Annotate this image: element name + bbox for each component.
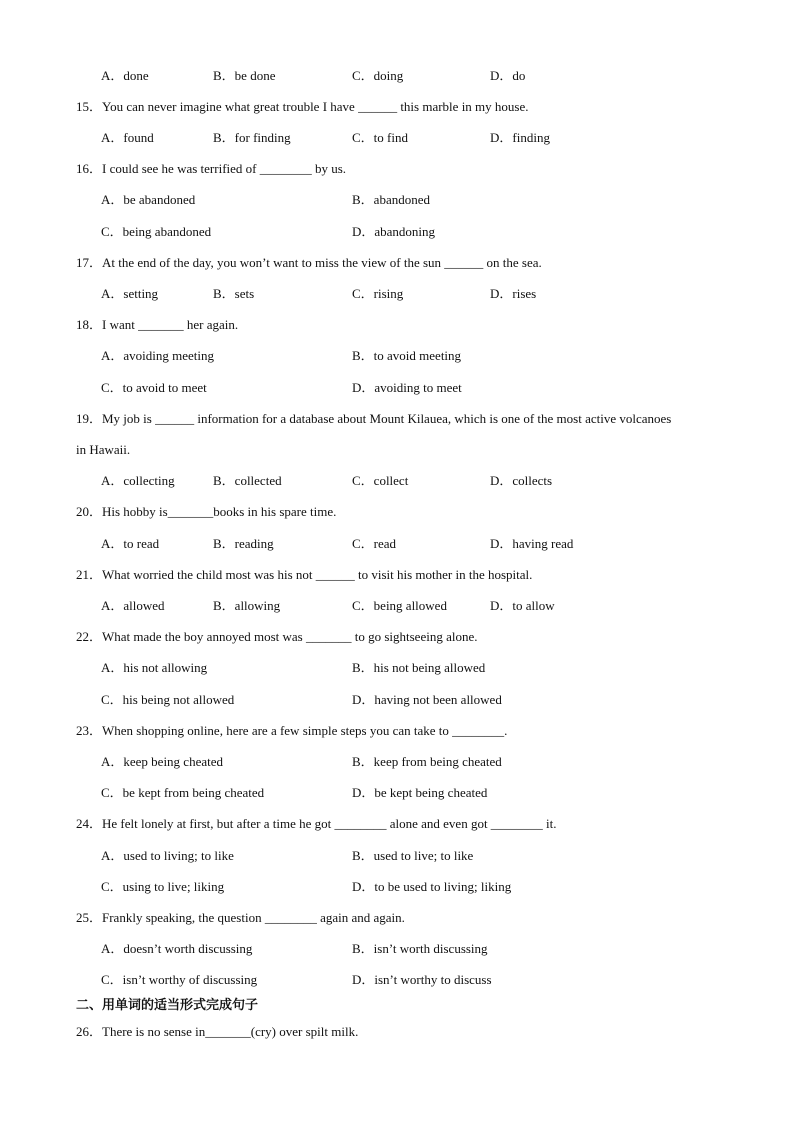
q20-option-b: B．reading: [213, 536, 274, 551]
q26-stem: 26．There is no sense in_______(cry) over spilt milk.: [76, 1024, 359, 1039]
q15-option-b: B．for finding: [213, 130, 291, 145]
q17-option-b: B．sets: [213, 286, 255, 301]
q22-option-a: A．his not allowing: [101, 660, 208, 675]
q25-option-a: A．doesn’t worth discussing: [101, 941, 253, 956]
q24-option-b: B．used to live; to like: [352, 848, 474, 863]
q24-stem: 24．He felt lonely at first, but after a time he got ________ alone and even got ________ it.: [76, 816, 557, 831]
q25-option-c: C．isn’t worthy of discussing: [101, 972, 258, 987]
q23-option-b: B．keep from being cheated: [352, 754, 502, 769]
q17-option-d: D．rises: [490, 286, 537, 301]
q17-stem: 17．At the end of the day, you won’t want to miss the view of the sun ______ on the sea.: [76, 255, 542, 270]
q14-option-d: D．do: [490, 68, 526, 83]
q20-option-a: A．to read: [101, 536, 160, 551]
q23-stem: 23．When shopping online, here are a few simple steps you can take to ________.: [76, 723, 508, 738]
q22-stem: 22．What made the boy annoyed most was _______ to go sightseeing alone.: [76, 629, 478, 644]
q19-option-a: A．collecting: [101, 473, 175, 488]
q15-stem: 15．You can never imagine what great trouble I have ______ this marble in my house.: [76, 99, 529, 114]
q23-option-a: A．keep being cheated: [101, 754, 224, 769]
q18-option-b: B．to avoid meeting: [352, 348, 462, 363]
q20-option-c: C．read: [352, 536, 397, 551]
q16-option-c: C．being abandoned: [101, 224, 212, 239]
q18-stem: 18．I want _______ her again.: [76, 317, 239, 332]
q21-option-a: A．allowed: [101, 598, 165, 613]
q16-option-b: B．abandoned: [352, 192, 430, 207]
q19-option-b: B．collected: [213, 473, 282, 488]
q24-option-d: D．to be used to living; liking: [352, 879, 512, 894]
q25-option-d: D．isn’t worthy to discuss: [352, 972, 492, 987]
q20-stem: 20．His hobby is_______books in his spare time.: [76, 504, 337, 519]
q16-option-a: A．be abandoned: [101, 192, 196, 207]
q15-option-c: C．to find: [352, 130, 408, 145]
q21-stem: 21．What worried the child most was his not ______ to visit his mother in the hospital.: [76, 567, 533, 582]
q15-option-d: D．finding: [490, 130, 550, 145]
q19-stem-line2: in Hawaii.: [76, 442, 131, 457]
q24-option-c: C．using to live; liking: [101, 879, 225, 894]
q14-option-b: B．be done: [213, 68, 276, 83]
q15-option-a: A．found: [101, 130, 154, 145]
q19-option-c: C．collect: [352, 473, 409, 488]
q18-option-c: C．to avoid to meet: [101, 380, 207, 395]
section-heading: 二、用单词的适当形式完成句子: [76, 998, 259, 1013]
q20-option-d: D．having read: [490, 536, 574, 551]
q21-option-c: C．being allowed: [352, 598, 447, 613]
q21-option-b: B．allowing: [213, 598, 281, 613]
q14-option-c: C．doing: [352, 68, 404, 83]
q17-option-a: A．setting: [101, 286, 159, 301]
q18-option-d: D．avoiding to meet: [352, 380, 462, 395]
q19-stem-line1: 19．My job is ______ information for a database about Mount Kilauea, which is one of the most active volcanoes: [76, 411, 672, 426]
q18-option-a: A．avoiding meeting: [101, 348, 215, 363]
q16-option-d: D．abandoning: [352, 224, 436, 239]
q17-option-c: C．rising: [352, 286, 404, 301]
q24-option-a: A．used to living; to like: [101, 848, 234, 863]
q22-option-b: B．his not being allowed: [352, 660, 486, 675]
q21-option-d: D．to allow: [490, 598, 555, 613]
q23-option-c: C．be kept from being cheated: [101, 785, 265, 800]
q25-stem: 25．Frankly speaking, the question ________ again and again.: [76, 910, 405, 925]
q22-option-d: D．having not been allowed: [352, 692, 502, 707]
q19-option-d: D．collects: [490, 473, 553, 488]
q14-option-a: A．done: [101, 68, 149, 83]
q16-stem: 16．I could see he was terrified of ________ by us.: [76, 161, 347, 176]
q25-option-b: B．isn’t worth discussing: [352, 941, 488, 956]
q22-option-c: C．his being not allowed: [101, 692, 235, 707]
q23-option-d: D．be kept being cheated: [352, 785, 488, 800]
